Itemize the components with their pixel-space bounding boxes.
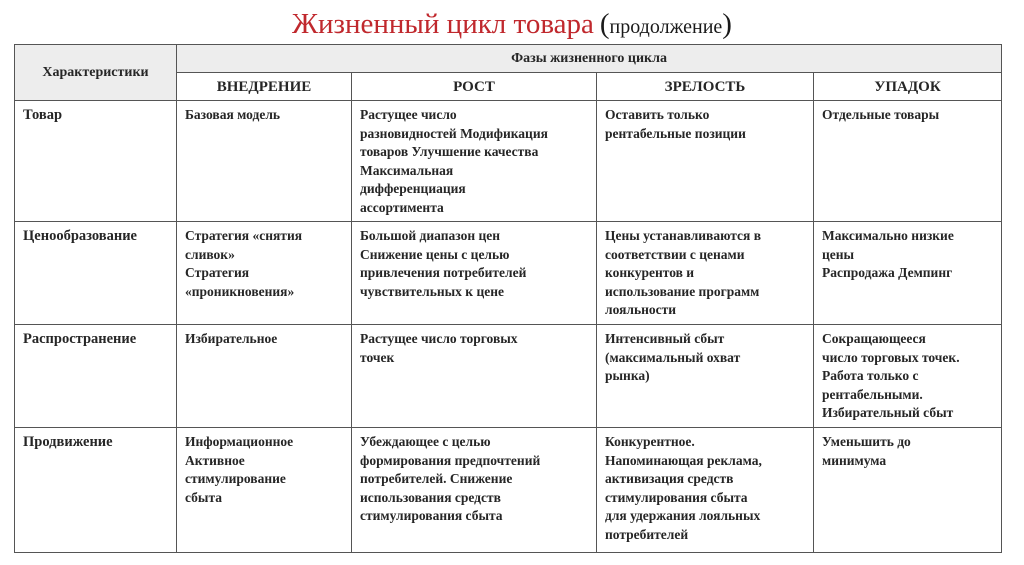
cell-line: соответствии с ценами [605, 246, 745, 262]
cell-line: цены [822, 246, 855, 262]
cell-line: Избирательное [185, 331, 278, 346]
cell-line: Растущее число [360, 107, 457, 122]
cell-line: сбыта [185, 489, 222, 505]
phase-header-decline: УПАДОК [814, 73, 1002, 101]
cell-line: формирования предпочтений [360, 452, 541, 468]
cell-line: Уменьшить до [822, 434, 911, 449]
cell-line: для удержания лояльных [605, 508, 761, 523]
cell-line: использования средств [360, 489, 501, 505]
cell-line: Цены устанавливаются в [605, 228, 761, 243]
cell-pricing-introduction [177, 222, 352, 325]
cell-pricing-maturity [597, 222, 814, 325]
cell-line: число торговых точек. [822, 349, 960, 365]
cell-line: использование программ [605, 283, 760, 299]
characteristics-header: Характеристики [15, 45, 177, 101]
cell-line: Информационное [185, 434, 294, 449]
cell-line: Сокращающееся [822, 331, 926, 346]
cell-line: «проникновения» [185, 283, 295, 299]
cell-line: рентабельные позиции [605, 125, 746, 141]
page-title [0, 4, 1024, 49]
cell-product-decline [814, 101, 1002, 222]
cell-line: Убеждающее с целью [360, 434, 491, 449]
cell-line: Большой диапазон цен [360, 228, 501, 243]
cell-line: Максимальная [360, 162, 454, 178]
cell-distribution-growth [352, 325, 597, 428]
cell-line: лояльности [605, 302, 677, 317]
cell-line: Конкурентное. [605, 434, 695, 449]
cell-distribution-introduction [177, 325, 352, 428]
row-label-promotion: Продвижение [15, 428, 177, 553]
phase-header-growth: РОСТ [352, 73, 597, 101]
table-row [15, 325, 1002, 428]
cell-line: Отдельные товары [822, 107, 940, 122]
cell-promotion-maturity [597, 428, 814, 553]
cell-line: Максимально низкие [822, 228, 954, 243]
phase-header-introduction: ВНЕДРЕНИЕ [177, 73, 352, 101]
phases-header: Фазы жизненного цикла [177, 45, 1002, 73]
cell-line: Растущее число торговых [360, 331, 518, 346]
cell-line: Снижение цены с целью [360, 246, 510, 262]
cell-line: сливок» [185, 246, 235, 262]
cell-line: Оставить только [605, 107, 710, 122]
cell-product-growth [352, 101, 597, 222]
cell-promotion-decline [814, 428, 1002, 553]
cell-line: рынка) [605, 368, 650, 383]
table-row [15, 101, 1002, 222]
cell-line: потребителей. Снижение [360, 471, 513, 486]
cell-product-maturity [597, 101, 814, 222]
row-label-pricing: Ценообразование [15, 222, 177, 325]
table-body [15, 101, 1002, 553]
cell-line: Избирательный сбыт [822, 405, 954, 420]
cell-line: Напоминающая реклама, [605, 452, 762, 468]
title-subtitle: (продолжение) [599, 8, 732, 40]
cell-line: (максимальный охват [605, 349, 741, 365]
cell-line: Базовая модель [185, 107, 281, 122]
cell-promotion-growth [352, 428, 597, 553]
title-subtitle-text: продолжение [609, 16, 723, 38]
table-row [15, 428, 1002, 553]
cell-distribution-decline [814, 325, 1002, 428]
cell-line: стимулирования сбыта [360, 508, 503, 523]
cell-product-introduction [177, 101, 352, 222]
cell-line: Стратегия [185, 265, 250, 280]
cell-line: рентабельными. [822, 386, 923, 402]
phase-header-maturity: ЗРЕЛОСТЬ [597, 73, 814, 101]
cell-line: активизация средств [605, 471, 734, 486]
cell-pricing-decline [814, 222, 1002, 325]
cell-promotion-introduction [177, 428, 352, 553]
cell-line: Работа только с [822, 368, 919, 383]
table-row [15, 222, 1002, 325]
cell-pricing-growth [352, 222, 597, 325]
cell-line: конкурентов и [605, 265, 695, 280]
cell-line: стимулирования сбыта [605, 489, 748, 505]
cell-line: дифференциация [360, 181, 466, 196]
row-label-distribution: Распространение [15, 325, 177, 428]
cell-line: стимулирование [185, 471, 286, 486]
row-label-product: Товар [15, 101, 177, 222]
cell-line: потребителей [605, 526, 689, 542]
title-main: Жизненный цикл товара [292, 8, 594, 40]
cell-distribution-maturity [597, 325, 814, 428]
cell-line: Стратегия «снятия [185, 228, 303, 243]
cell-line: разновидностей Модификация [360, 125, 548, 141]
cell-line: чувствительных к цене [360, 283, 504, 299]
cell-line: Активное [185, 452, 245, 468]
cell-line: точек [360, 349, 395, 365]
cell-line: привлечения потребителей [360, 265, 527, 280]
life-cycle-table [14, 44, 1002, 553]
cell-line: товаров Улучшение качества [360, 144, 539, 159]
cell-line: минимума [822, 452, 887, 468]
cell-line: Интенсивный сбыт [605, 331, 725, 346]
cell-line: ассортимента [360, 199, 444, 215]
cell-line: Распродажа Демпинг [822, 265, 953, 280]
